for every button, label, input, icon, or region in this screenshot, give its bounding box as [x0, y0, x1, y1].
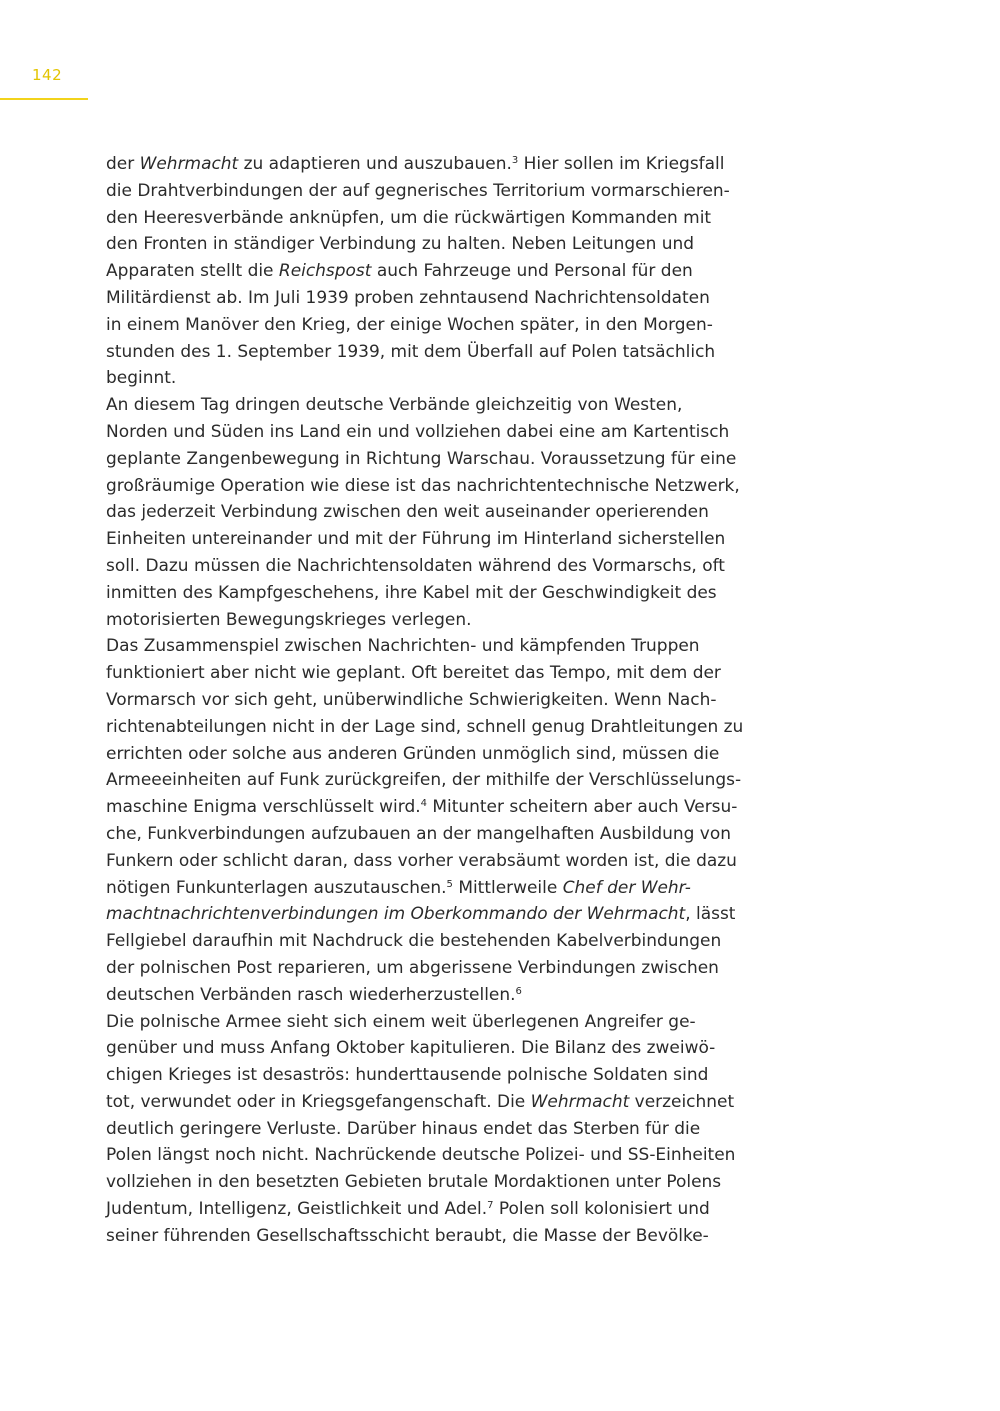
footnote-marker: 3 — [511, 155, 519, 166]
text-run: Fellgiebel daraufhin mit Nachdruck die bestehenden Kabelverbindungen — [106, 931, 722, 952]
text-run: Militärdienst ab. Im Juli 1939 proben zehntausend Nachrichtensoldaten — [106, 287, 710, 308]
text-line — [106, 151, 786, 178]
text-line — [106, 848, 786, 875]
text-run: Armeeeinheiten auf Funk zurückgreifen, der mithilfe der Verschlüsselungs- — [106, 770, 742, 791]
text-line — [106, 365, 786, 392]
text-run: großräumige Operation wie diese ist das nachrichtentechnische Netzwerk, — [106, 475, 740, 496]
footnote-marker: 4 — [420, 798, 427, 810]
italic-term: Wehrmacht — [530, 1091, 630, 1112]
body-text — [106, 151, 786, 1250]
text-run: deutschen Verbänden rasch wiederherzustellen. — [106, 984, 516, 1005]
text-run: motorisierten Bewegungskrieges verlegen. — [106, 609, 472, 630]
text-run: Hier sollen im Kriegsfall — [518, 154, 725, 174]
text-line — [106, 526, 786, 553]
text-line — [106, 607, 786, 634]
text-line — [106, 928, 786, 955]
text-run: Judentum, Intelligenz, Geistlichkeit und Adel. — [106, 1199, 488, 1220]
text-line — [106, 1196, 786, 1223]
text-line — [106, 205, 786, 232]
text-run: soll. Dazu müssen die Nachrichtensoldaten während des Vormarschs, oft — [106, 555, 725, 576]
text-line — [106, 178, 786, 205]
text-run: der — [106, 154, 140, 174]
text-run: den Fronten in ständiger Verbindung zu halten. Neben Leitungen und — [106, 234, 694, 255]
text-line — [106, 982, 786, 1009]
text-line — [106, 553, 786, 580]
text-run: nötigen Funkunterlagen auszutauschen. — [106, 877, 447, 898]
text-run: Mitunter scheitern aber auch Versu- — [426, 797, 738, 818]
text-run: genüber und muss Anfang Oktober kapitulieren. Die Bilanz des zweiwö- — [106, 1038, 716, 1059]
text-line — [106, 1035, 786, 1062]
text-run: maschine Enigma verschlüsselt wird. — [106, 797, 421, 818]
text-run: inmitten des Kampfgeschehens, ihre Kabel mit der Geschwindigkeit des — [106, 582, 717, 603]
page-number-rule — [0, 98, 88, 100]
text-line — [106, 231, 786, 258]
text-line — [106, 580, 786, 607]
text-run: in einem Manöver den Krieg, der einige Wochen später, in den Morgen- — [106, 314, 713, 335]
text-run: Polen längst noch nicht. Nachrückende deutsche Polizei- und SS-Einheiten — [106, 1145, 736, 1166]
text-line — [106, 875, 786, 902]
italic-term: Wehrmacht — [139, 154, 239, 174]
text-line — [106, 1142, 786, 1169]
text-line — [106, 1089, 786, 1116]
text-line — [106, 473, 786, 500]
text-line — [106, 1062, 786, 1089]
text-line — [106, 901, 786, 928]
text-line — [106, 446, 786, 473]
text-run: Das Zusammenspiel zwischen Nachrichten- und kämpfenden Truppen — [106, 636, 700, 657]
text-run: das jederzeit Verbindung zwischen den weit auseinander operierenden — [106, 502, 709, 523]
text-line — [106, 1009, 786, 1036]
text-line — [106, 687, 786, 714]
text-run: richtenabteilungen nicht in der Lage sind, schnell genug Drahtleitungen zu — [106, 716, 744, 737]
text-line — [106, 955, 786, 982]
text-line — [106, 660, 786, 687]
italic-term: machtnachrichtenverbindungen im Oberkommando der Wehrmacht — [106, 904, 686, 925]
text-run: Norden und Süden ins Land ein und vollziehen dabei eine am Kartentisch — [106, 421, 730, 442]
text-run: che, Funkverbindungen aufzubauen an der mangelhaften Ausbildung von — [106, 823, 731, 844]
footnote-marker: 5 — [446, 878, 453, 890]
text-run: stunden des 1. September 1939, mit dem Überfall auf Polen tatsächlich — [106, 341, 716, 362]
text-line — [106, 312, 786, 339]
text-line — [106, 1169, 786, 1196]
text-run: verzeichnet — [629, 1091, 735, 1112]
text-line — [106, 392, 786, 419]
text-line — [106, 794, 786, 821]
text-line — [106, 821, 786, 848]
text-run: den Heeresverbände anknüpfen, um die rückwärtigen Kommanden mit — [106, 207, 712, 228]
text-run: beginnt. — [106, 368, 177, 389]
text-run: , lässt — [685, 904, 736, 925]
text-run: seiner führenden Gesellschaftsschicht beraubt, die Masse der Bevölke- — [106, 1225, 709, 1246]
text-line — [106, 339, 786, 366]
text-run: die Drahtverbindungen der auf gegnerisches Territorium vormarschieren- — [106, 180, 730, 201]
italic-term: Reichspost — [278, 261, 372, 282]
text-run: errichten oder solche aus anderen Gründen unmöglich sind, müssen die — [106, 743, 720, 764]
text-line — [106, 633, 786, 660]
text-line — [106, 285, 786, 312]
text-run: An diesem Tag dringen deutsche Verbände gleichzeitig von Westen, — [106, 395, 683, 416]
text-run: vollziehen in den besetzten Gebieten brutale Mordaktionen unter Polens — [106, 1172, 722, 1193]
italic-term: Chef der Wehr- — [562, 877, 691, 898]
text-run: der polnischen Post reparieren, um abgerissene Verbindungen zwischen — [106, 957, 719, 978]
text-run: deutlich geringere Verluste. Darüber hinaus endet das Sterben für die — [106, 1118, 701, 1139]
text-line — [106, 767, 786, 794]
text-line — [106, 1223, 786, 1250]
text-line — [106, 258, 786, 285]
text-line — [106, 499, 786, 526]
text-run: Einheiten untereinander und mit der Führung im Hinterland sicherstellen — [106, 529, 726, 550]
text-run: Funkern oder schlicht daran, dass vorher verabsäumt worden ist, die dazu — [106, 850, 737, 871]
text-line — [106, 1116, 786, 1143]
page-number: 142 — [32, 66, 63, 84]
text-line — [106, 741, 786, 768]
text-run: Polen soll kolonisiert und — [493, 1199, 710, 1220]
text-run: Die polnische Armee sieht sich einem weit überlegenen Angreifer ge- — [106, 1011, 696, 1032]
text-run: funktioniert aber nicht wie geplant. Oft bereitet das Tempo, mit dem der — [106, 663, 721, 684]
footnote-marker: 7 — [487, 1200, 494, 1212]
text-run: auch Fahrzeuge und Personal für den — [371, 261, 693, 282]
text-run: chigen Krieges ist desaströs: hunderttausende polnische Soldaten sind — [106, 1065, 709, 1086]
text-run: Vormarsch vor sich geht, unüberwindliche Schwierigkeiten. Wenn Nach- — [106, 689, 717, 710]
footnote-marker: 6 — [515, 985, 522, 997]
text-run: geplante Zangenbewegung in Richtung Warschau. Voraussetzung für eine — [106, 448, 737, 469]
text-run: Mittlerweile — [452, 877, 563, 898]
text-run: tot, verwundet oder in Kriegsgefangenschaft. Die — [106, 1091, 531, 1112]
text-line — [106, 419, 786, 446]
text-run: Apparaten stellt die — [106, 261, 279, 282]
text-line — [106, 714, 786, 741]
text-run: zu adaptieren und auszubauen. — [238, 154, 512, 174]
